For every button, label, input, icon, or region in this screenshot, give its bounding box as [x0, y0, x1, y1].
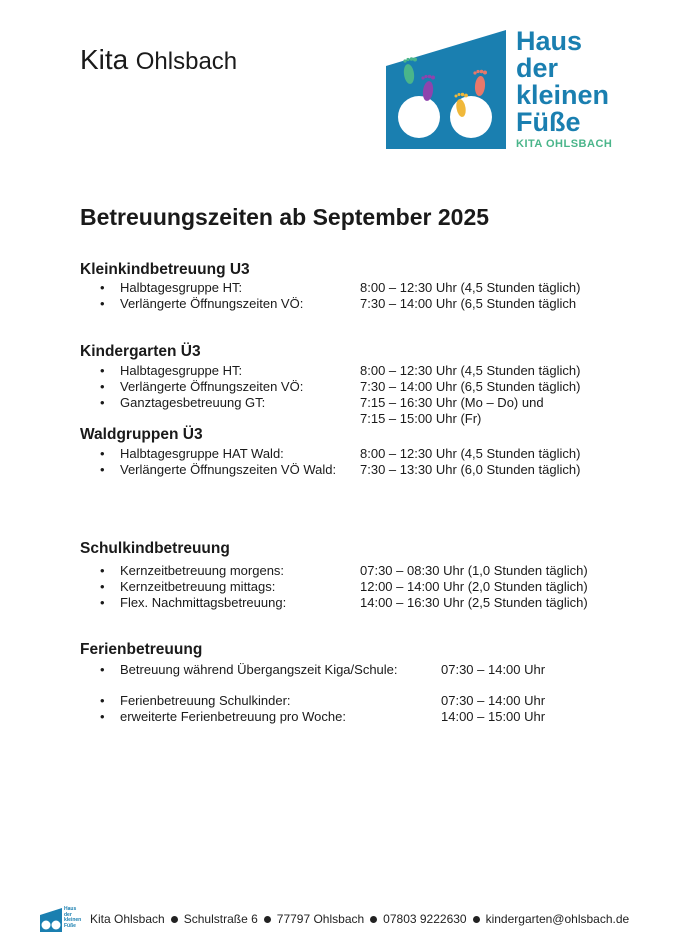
list-item [0, 395, 673, 411]
item-label: Verlängerte Öffnungszeiten VÖ: [120, 379, 304, 394]
list-item-continuation [0, 411, 673, 427]
logo-circle-left [398, 96, 440, 138]
footer-logo-wordmark: Haus der kleinen Füße [64, 906, 82, 929]
item-value: 8:00 – 12:30 Uhr (4,5 Stunden täglich) [360, 280, 581, 295]
item-label: Kernzeitbetreuung mittags: [120, 579, 276, 594]
section-heading: Kleinkindbetreuung U3 [80, 261, 250, 278]
list-item [0, 363, 673, 379]
item-label: Kernzeitbetreuung morgens: [120, 563, 285, 578]
list-item [0, 446, 673, 462]
item-value: 8:00 – 12:30 Uhr (4,5 Stunden täglich) [360, 363, 581, 378]
logo-line: der [516, 53, 559, 83]
section-heading: Waldgruppen Ü3 [80, 426, 203, 443]
bullet: • [100, 709, 105, 724]
item-value: 14:00 – 16:30 Uhr (2,5 Stunden täglich) [360, 595, 588, 610]
bullet: • [100, 280, 105, 295]
separator-dot-icon [370, 916, 377, 923]
kita-place: Ohlsbach [135, 48, 238, 75]
bullet: • [100, 395, 105, 410]
list-item [0, 595, 673, 611]
section-heading: Kindergarten Ü3 [80, 343, 201, 360]
item-value: 7:30 – 14:00 Uhr (6,5 Stunden täglich [360, 296, 577, 311]
logo-line: Füße [516, 107, 581, 137]
item-label: Verlängerte Öffnungszeiten VÖ Wald: [120, 462, 337, 477]
item-value: 12:00 – 14:00 Uhr (2,0 Stunden täglich) [360, 579, 588, 594]
kita-title [80, 44, 237, 76]
item-label: Betreuung während Übergangszeit Kiga/Schule: [120, 662, 398, 677]
item-label: Halbtagesgruppe HT: [120, 280, 243, 295]
logo-line: Haus [516, 26, 583, 56]
list-item [0, 462, 673, 478]
list-item [0, 563, 673, 579]
item-value: 7:30 – 13:30 Uhr (6,0 Stunden täglich) [360, 462, 581, 477]
list-item [0, 579, 673, 595]
footer-name: Kita Ohlsbach [90, 912, 165, 926]
item-value: 8:00 – 12:30 Uhr (4,5 Stunden täglich) [360, 446, 581, 461]
bullet: • [100, 595, 105, 610]
item-value: 7:15 – 15:00 Uhr (Fr) [360, 411, 482, 426]
section-heading: Schulkindbetreuung [80, 540, 230, 557]
section-heading: Ferienbetreuung [80, 641, 203, 658]
logo-circle-right [450, 96, 492, 138]
list-item [0, 662, 673, 678]
page-title: Betreuungszeiten ab September 2025 [80, 204, 490, 230]
bullet: • [100, 446, 105, 461]
separator-dot-icon [171, 916, 178, 923]
bullet: • [100, 579, 105, 594]
footer-city: 77797 Ohlsbach [276, 912, 365, 926]
list-item [0, 693, 673, 709]
bullet: • [100, 379, 105, 394]
item-label: Verlängerte Öffnungszeiten VÖ: [120, 296, 304, 311]
logo-wordmark [516, 28, 609, 136]
item-value: 07:30 – 14:00 Uhr [441, 693, 546, 708]
logo-subtitle: KITA OHLSBACH [516, 138, 613, 150]
item-label: Ganztagesbetreuung GT: [120, 395, 266, 410]
list-item [0, 709, 673, 725]
bullet: • [100, 662, 105, 677]
item-label: Ferienbetreuung Schulkinder: [120, 693, 291, 708]
item-value: 7:30 – 14:00 Uhr (6,5 Stunden täglich) [360, 379, 581, 394]
bullet: • [100, 296, 105, 311]
list-item [0, 280, 673, 296]
item-value: 07:30 – 14:00 Uhr [441, 662, 546, 677]
bullet: • [100, 363, 105, 378]
bullet: • [100, 693, 105, 708]
footer-contact [90, 912, 629, 926]
logo-line: kleinen [516, 80, 610, 110]
bullet: • [100, 563, 105, 578]
separator-dot-icon [264, 916, 271, 923]
kita-word: Kita [80, 44, 129, 75]
footer [40, 907, 660, 933]
footer-street: Schulstraße 6 [183, 912, 258, 926]
list-item [0, 296, 673, 312]
item-value: 7:15 – 16:30 Uhr (Mo – Do) und [360, 395, 544, 410]
list-item [0, 379, 673, 395]
item-value: 07:30 – 08:30 Uhr (1,0 Stunden täglich) [360, 563, 588, 578]
footer-phone: 07803 9222630 [383, 912, 467, 926]
footer-email[interactable]: kindergarten@ohlsbach.de [485, 912, 630, 926]
separator-dot-icon [473, 916, 480, 923]
item-label: Halbtagesgruppe HT: [120, 363, 243, 378]
item-label: Halbtagesgruppe HAT Wald: [120, 446, 284, 461]
bullet: • [100, 462, 105, 477]
item-label: erweiterte Ferienbetreuung pro Woche: [120, 709, 346, 724]
item-value: 14:00 – 15:00 Uhr [441, 709, 546, 724]
item-label: Flex. Nachmittagsbetreuung: [120, 595, 287, 610]
